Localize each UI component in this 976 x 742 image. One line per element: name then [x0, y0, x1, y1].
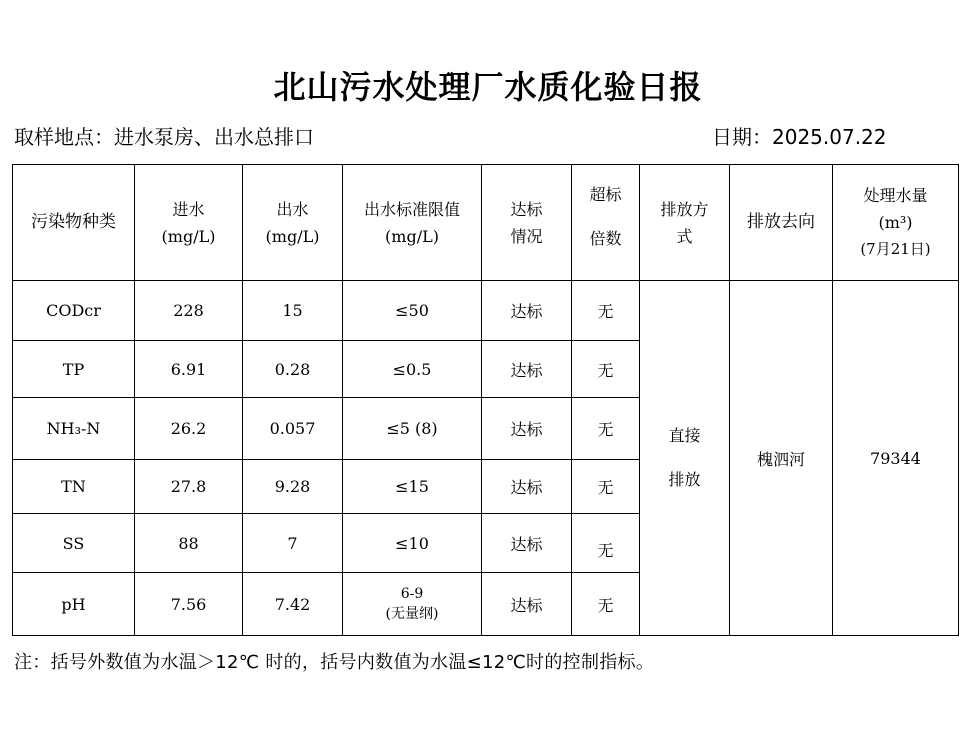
pollutant-name: SS — [13, 514, 135, 573]
header-row — [13, 165, 959, 281]
inflow-value: 6.91 — [135, 341, 243, 398]
limit-value: ≤50 — [343, 281, 482, 341]
exceed-value: 无 — [572, 514, 640, 573]
status-value: 达标 — [482, 341, 572, 398]
discharge-method-line-2: 排放 — [668, 470, 701, 489]
footnote: 注：括号外数值为水温＞12℃ 时的，括号内数值为水温≤12℃时的控制指标。 — [14, 652, 655, 673]
header-limit: 出水标准限值 (mg/L) — [343, 165, 482, 281]
header-discharge-destination: 排放去向 — [730, 165, 833, 281]
header-discharge-method: 排放方 式 — [640, 165, 730, 281]
outflow-value: 15 — [243, 281, 343, 341]
pollutant-name: NH₃-N — [13, 398, 135, 460]
pollutant-name: TP — [13, 341, 135, 398]
inflow-value: 27.8 — [135, 460, 243, 514]
inflow-value: 26.2 — [135, 398, 243, 460]
limit-value: ≤0.5 — [343, 341, 482, 398]
exceed-value: 无 — [572, 398, 640, 460]
header-volume: 处理水量 (m³) (7月21日) — [833, 165, 959, 281]
limit-range: 6-9 — [400, 586, 424, 602]
inflow-value: 88 — [135, 514, 243, 573]
header-inflow: 进水 (mg/L) — [135, 165, 243, 281]
inflow-value: 228 — [135, 281, 243, 341]
limit-value: ≤5 (8) — [343, 398, 482, 460]
exceed-value: 无 — [572, 341, 640, 398]
limit-value: ≤15 — [343, 460, 482, 514]
pollutant-name: pH — [13, 573, 135, 636]
exceed-value: 无 — [572, 460, 640, 514]
table-row — [13, 281, 959, 341]
header-exceed: 超标 倍数 — [572, 165, 640, 281]
header-status: 达标 情况 — [482, 165, 572, 281]
status-value: 达标 — [482, 573, 572, 636]
report-date: 日期：2025.07.22 — [712, 125, 887, 149]
status-value: 达标 — [482, 514, 572, 573]
header-outflow: 出水 (mg/L) — [243, 165, 343, 281]
discharge-method — [640, 281, 730, 636]
status-value: 达标 — [482, 398, 572, 460]
outflow-value: 0.28 — [243, 341, 343, 398]
discharge-destination: 槐泗河 — [730, 281, 833, 636]
limit-note: (无量纲) — [385, 606, 439, 622]
discharge-method-line-1: 直接 — [668, 426, 701, 445]
outflow-value: 7.42 — [243, 573, 343, 636]
treated-volume: 79344 — [833, 281, 959, 636]
pollutant-name: TN — [13, 460, 135, 514]
outflow-value: 7 — [243, 514, 343, 573]
limit-value — [343, 573, 482, 636]
exceed-value: 无 — [572, 281, 640, 341]
limit-value: ≤10 — [343, 514, 482, 573]
exceed-value: 无 — [572, 573, 640, 636]
inflow-value: 7.56 — [135, 573, 243, 636]
pollutant-name: CODcr — [13, 281, 135, 341]
header-pollutant: 污染物种类 — [13, 165, 135, 281]
status-value: 达标 — [482, 281, 572, 341]
status-value: 达标 — [482, 460, 572, 514]
outflow-value: 0.057 — [243, 398, 343, 460]
outflow-value: 9.28 — [243, 460, 343, 514]
report-title: 北山污水处理厂水质化验日报 — [273, 68, 703, 106]
water-quality-table — [12, 164, 959, 636]
sampling-location: 取样地点：进水泵房、出水总排口 — [14, 125, 314, 149]
